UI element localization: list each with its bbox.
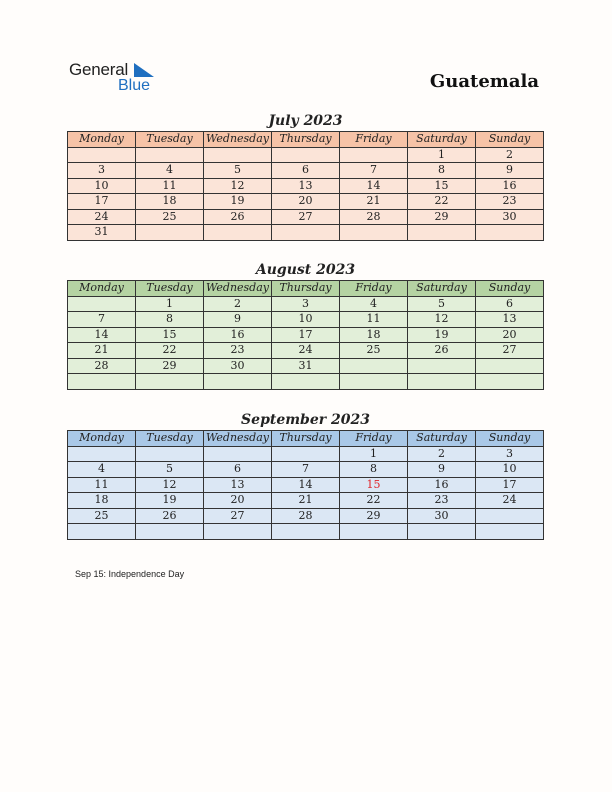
weekday-header: Thursday <box>272 431 340 447</box>
day-cell: 24 <box>68 209 136 225</box>
empty-day-cell <box>136 225 204 241</box>
day-cell: 10 <box>68 178 136 194</box>
day-cell: 11 <box>136 178 204 194</box>
day-cell: 7 <box>340 163 408 179</box>
day-cell: 24 <box>476 493 544 509</box>
day-cell: 19 <box>408 327 476 343</box>
day-cell: 1 <box>408 147 476 163</box>
calendar-table <box>67 430 544 540</box>
weekday-header: Monday <box>68 132 136 148</box>
weekday-header: Friday <box>340 431 408 447</box>
empty-day-cell <box>408 358 476 374</box>
day-cell: 16 <box>476 178 544 194</box>
weekday-header: Wednesday <box>204 281 272 297</box>
holiday-notes <box>75 569 184 579</box>
month-title: July 2023 <box>268 113 343 129</box>
weekday-header: Wednesday <box>204 431 272 447</box>
empty-day-cell <box>68 446 136 462</box>
month-title: September 2023 <box>241 412 370 428</box>
day-cell: 5 <box>204 163 272 179</box>
day-cell: 13 <box>272 178 340 194</box>
empty-day-cell <box>272 225 340 241</box>
week-row <box>68 296 544 312</box>
day-cell: 5 <box>136 462 204 478</box>
day-cell: 16 <box>408 477 476 493</box>
empty-day-cell <box>476 225 544 241</box>
weekday-header: Wednesday <box>204 132 272 148</box>
day-cell: 11 <box>68 477 136 493</box>
week-row <box>68 194 544 210</box>
weekday-header: Sunday <box>476 281 544 297</box>
day-cell: 25 <box>68 508 136 524</box>
day-cell: 30 <box>204 358 272 374</box>
empty-day-cell <box>68 147 136 163</box>
week-row <box>68 446 544 462</box>
empty-day-cell <box>272 374 340 390</box>
day-cell: 30 <box>408 508 476 524</box>
empty-day-cell <box>68 296 136 312</box>
day-cell: 22 <box>340 493 408 509</box>
empty-day-cell <box>340 147 408 163</box>
empty-day-cell <box>476 524 544 540</box>
empty-day-cell <box>68 374 136 390</box>
day-cell: 2 <box>408 446 476 462</box>
day-cell: 18 <box>340 327 408 343</box>
weekday-header-row <box>68 281 544 297</box>
month-august <box>67 260 544 390</box>
day-cell: 3 <box>476 446 544 462</box>
empty-day-cell <box>340 225 408 241</box>
day-cell: 15 <box>136 327 204 343</box>
calendar-table <box>67 131 544 241</box>
day-cell: 28 <box>272 508 340 524</box>
week-row <box>68 493 544 509</box>
day-cell: 21 <box>68 343 136 359</box>
day-cell: 20 <box>476 327 544 343</box>
day-cell: 12 <box>408 312 476 328</box>
day-cell: 26 <box>136 508 204 524</box>
day-cell: 22 <box>408 194 476 210</box>
day-cell: 14 <box>272 477 340 493</box>
empty-day-cell <box>136 446 204 462</box>
weekday-header: Monday <box>68 281 136 297</box>
day-cell: 13 <box>476 312 544 328</box>
day-cell: 19 <box>204 194 272 210</box>
month-title: August 2023 <box>255 262 356 278</box>
empty-day-cell <box>408 225 476 241</box>
week-row <box>68 163 544 179</box>
empty-day-cell <box>272 524 340 540</box>
holiday-note: Sep 15: Independence Day <box>75 569 185 579</box>
day-cell: 23 <box>408 493 476 509</box>
empty-day-cell <box>204 225 272 241</box>
day-cell: 29 <box>340 508 408 524</box>
day-cell: 21 <box>272 493 340 509</box>
weekday-header: Tuesday <box>136 281 204 297</box>
day-cell: 14 <box>68 327 136 343</box>
day-cell: 29 <box>136 358 204 374</box>
day-cell: 28 <box>340 209 408 225</box>
weekday-header: Friday <box>340 281 408 297</box>
day-cell: 25 <box>136 209 204 225</box>
week-row <box>68 374 544 390</box>
day-cell: 3 <box>272 296 340 312</box>
day-cell: 17 <box>476 477 544 493</box>
day-cell: 8 <box>340 462 408 478</box>
day-cell: 20 <box>272 194 340 210</box>
day-cell: 6 <box>204 462 272 478</box>
empty-day-cell <box>476 508 544 524</box>
empty-day-cell <box>204 147 272 163</box>
empty-day-cell <box>204 524 272 540</box>
day-cell: 6 <box>476 296 544 312</box>
day-cell: 7 <box>68 312 136 328</box>
weekday-header: Friday <box>340 132 408 148</box>
day-cell: 26 <box>408 343 476 359</box>
day-cell: 9 <box>408 462 476 478</box>
day-cell: 27 <box>204 508 272 524</box>
weekday-header: Thursday <box>272 281 340 297</box>
day-cell: 18 <box>68 493 136 509</box>
empty-day-cell <box>408 374 476 390</box>
day-cell: 7 <box>272 462 340 478</box>
logo-text-general: General <box>69 60 129 79</box>
week-row <box>68 178 544 194</box>
day-cell: 20 <box>204 493 272 509</box>
day-cell: 13 <box>204 477 272 493</box>
empty-day-cell <box>476 358 544 374</box>
weekday-header: Thursday <box>272 132 340 148</box>
empty-day-cell <box>136 524 204 540</box>
day-cell: 31 <box>68 225 136 241</box>
day-cell: 15 <box>340 477 408 493</box>
week-row <box>68 508 544 524</box>
day-cell: 21 <box>340 194 408 210</box>
week-row <box>68 477 544 493</box>
day-cell: 29 <box>408 209 476 225</box>
week-row <box>68 343 544 359</box>
day-cell: 1 <box>136 296 204 312</box>
day-cell: 30 <box>476 209 544 225</box>
logo-text-blue: Blue <box>118 77 151 94</box>
weekday-header: Sunday <box>476 431 544 447</box>
empty-day-cell <box>204 374 272 390</box>
weekday-header-row <box>68 431 544 447</box>
week-row <box>68 462 544 478</box>
day-cell: 26 <box>204 209 272 225</box>
day-cell: 27 <box>272 209 340 225</box>
week-row <box>68 358 544 374</box>
day-cell: 12 <box>204 178 272 194</box>
week-row <box>68 327 544 343</box>
week-row <box>68 312 544 328</box>
week-row <box>68 147 544 163</box>
weekday-header-row <box>68 132 544 148</box>
day-cell: 24 <box>272 343 340 359</box>
day-cell: 28 <box>68 358 136 374</box>
week-row <box>68 209 544 225</box>
country-title: Guatemala <box>429 71 539 92</box>
empty-day-cell <box>476 374 544 390</box>
day-cell: 4 <box>68 462 136 478</box>
weekday-header: Monday <box>68 431 136 447</box>
empty-day-cell <box>68 524 136 540</box>
day-cell: 16 <box>204 327 272 343</box>
logo-triangle-icon <box>134 63 154 77</box>
day-cell: 14 <box>340 178 408 194</box>
weekday-header: Tuesday <box>136 431 204 447</box>
day-cell: 8 <box>408 163 476 179</box>
weekday-header: Sunday <box>476 132 544 148</box>
month-september <box>67 410 544 540</box>
day-cell: 19 <box>136 493 204 509</box>
empty-day-cell <box>204 446 272 462</box>
empty-day-cell <box>136 374 204 390</box>
month-july <box>67 111 544 241</box>
day-cell: 17 <box>272 327 340 343</box>
day-cell: 4 <box>136 163 204 179</box>
day-cell: 12 <box>136 477 204 493</box>
day-cell: 8 <box>136 312 204 328</box>
day-cell: 2 <box>476 147 544 163</box>
empty-day-cell <box>340 524 408 540</box>
day-cell: 10 <box>476 462 544 478</box>
calendar-table <box>67 280 544 390</box>
day-cell: 5 <box>408 296 476 312</box>
day-cell: 10 <box>272 312 340 328</box>
day-cell: 25 <box>340 343 408 359</box>
week-row <box>68 524 544 540</box>
day-cell: 18 <box>136 194 204 210</box>
empty-day-cell <box>272 446 340 462</box>
day-cell: 11 <box>340 312 408 328</box>
day-cell: 9 <box>204 312 272 328</box>
day-cell: 4 <box>340 296 408 312</box>
weekday-header: Saturday <box>408 281 476 297</box>
day-cell: 15 <box>408 178 476 194</box>
day-cell: 23 <box>476 194 544 210</box>
weekday-header: Saturday <box>408 431 476 447</box>
generalblue-logo <box>69 60 169 96</box>
day-cell: 22 <box>136 343 204 359</box>
day-cell: 9 <box>476 163 544 179</box>
day-cell: 6 <box>272 163 340 179</box>
empty-day-cell <box>340 358 408 374</box>
day-cell: 27 <box>476 343 544 359</box>
day-cell: 3 <box>68 163 136 179</box>
day-cell: 31 <box>272 358 340 374</box>
weekday-header: Saturday <box>408 132 476 148</box>
empty-day-cell <box>340 374 408 390</box>
empty-day-cell <box>136 147 204 163</box>
day-cell: 1 <box>340 446 408 462</box>
empty-day-cell <box>272 147 340 163</box>
day-cell: 2 <box>204 296 272 312</box>
day-cell: 17 <box>68 194 136 210</box>
empty-day-cell <box>408 524 476 540</box>
day-cell: 23 <box>204 343 272 359</box>
weekday-header: Tuesday <box>136 132 204 148</box>
week-row <box>68 225 544 241</box>
